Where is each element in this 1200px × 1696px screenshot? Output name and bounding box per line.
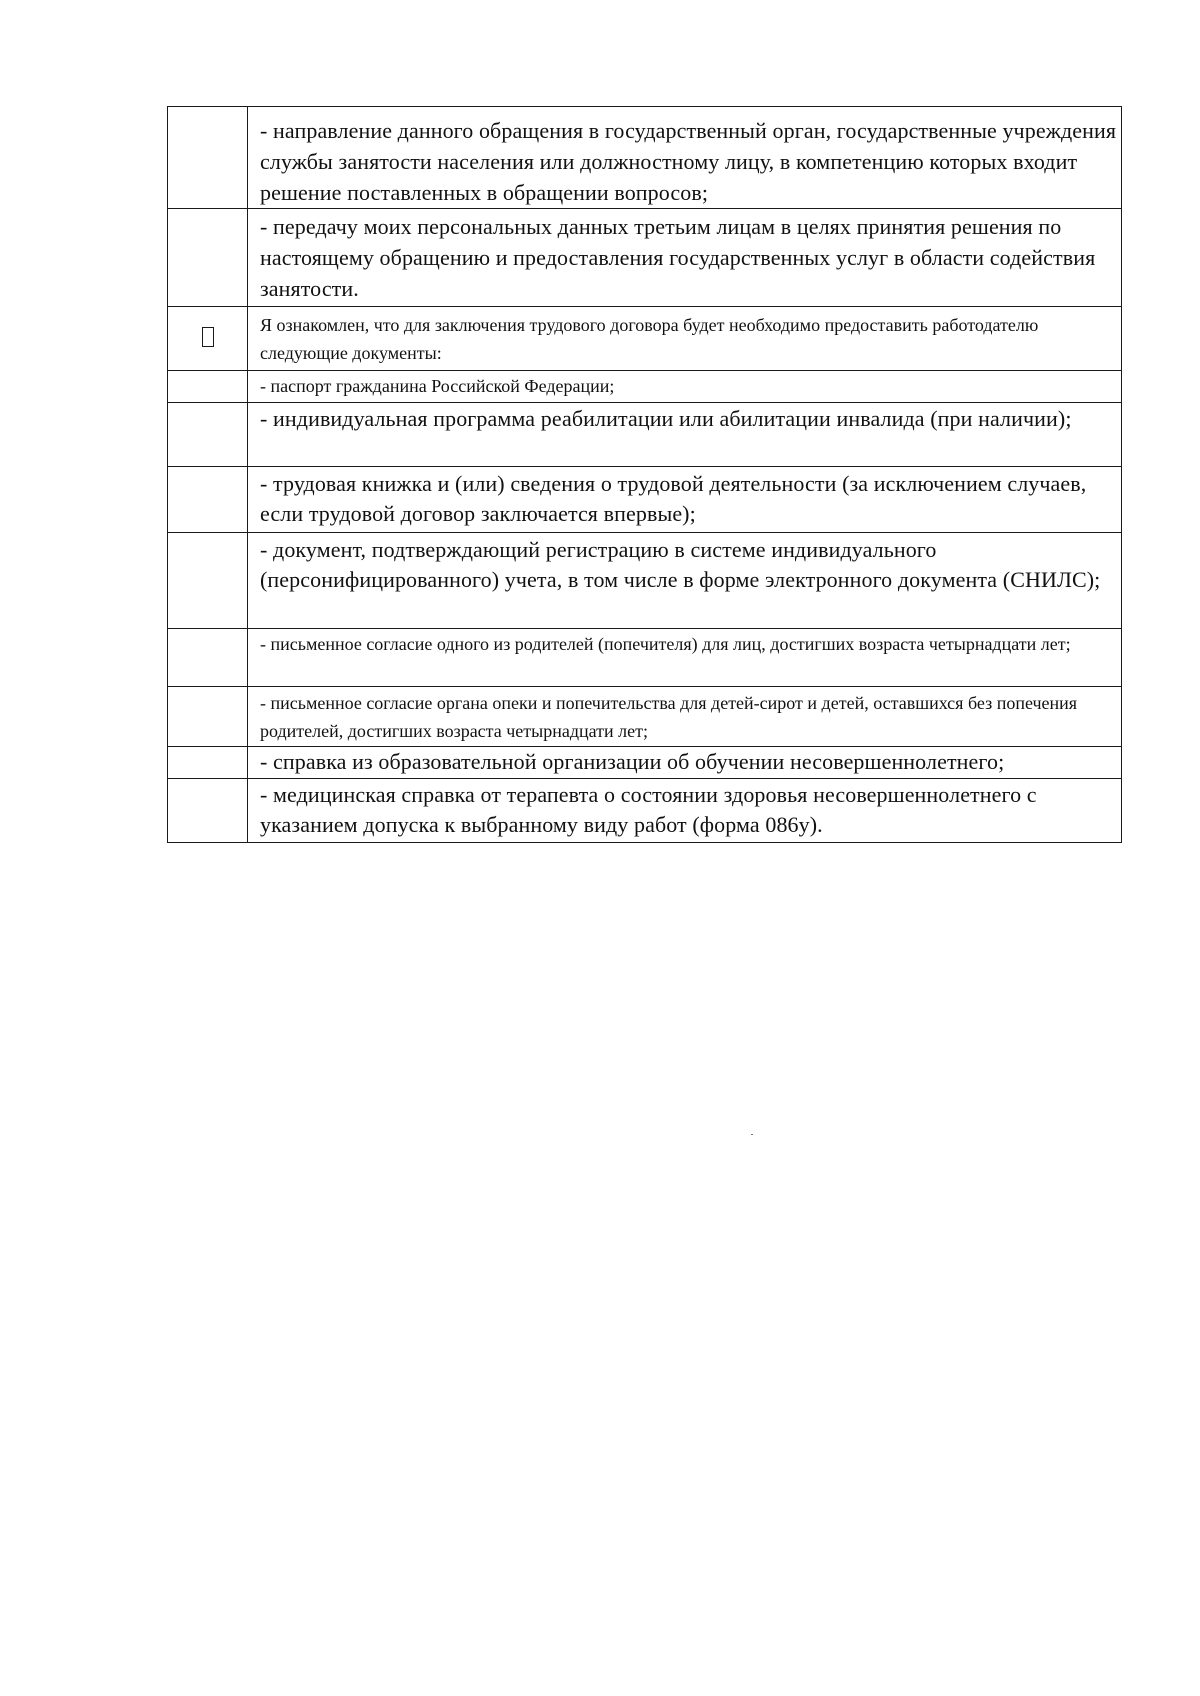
text-cell (248, 307, 1122, 371)
table-row (168, 209, 1122, 307)
table-row (168, 107, 1122, 209)
text-cell (248, 209, 1122, 307)
text-cell (248, 533, 1122, 629)
mark-cell (168, 533, 248, 629)
text-cell (248, 747, 1122, 779)
table-row (168, 533, 1122, 629)
row-text: - трудовая книжка и (или) сведения о трудовой деятельности (за исключением случаев, если трудовой договор заключается впервые); (260, 471, 1087, 526)
text-cell (248, 467, 1122, 533)
row-text: Я ознакомлен, что для заключения трудового договора будет необходимо предоставить работодателю следующие документы: (260, 315, 1039, 363)
table-row (168, 747, 1122, 779)
text-cell (248, 629, 1122, 687)
text-cell (248, 687, 1122, 747)
table-row (168, 779, 1122, 843)
mark-cell (168, 629, 248, 687)
consent-documents-table (167, 106, 1122, 843)
scan-speck (751, 1134, 753, 1135)
table-row (168, 687, 1122, 747)
text-cell (248, 371, 1122, 403)
row-text: - письменное согласие органа опеки и попечительства для детей-сирот и детей, оставшихся без попечения родителей, достигших возраста четырнадцати лет; (260, 693, 1078, 741)
mark-cell (168, 687, 248, 747)
row-text: - справка из образовательной организации об обучении несовершеннолетнего; (260, 749, 1005, 774)
mark-cell (168, 371, 248, 403)
text-cell (248, 107, 1122, 209)
row-text: - направление данного обращения в государственный орган, государственные учреждения службы занятости населения или должностному лицу, в компетенцию которых входит решение поставленных в обращении вопросов; (260, 118, 1117, 205)
text-cell (248, 403, 1122, 467)
mark-cell (168, 747, 248, 779)
table-row (168, 307, 1122, 371)
mark-cell (168, 209, 248, 307)
table-row (168, 371, 1122, 403)
mark-cell (168, 107, 248, 209)
mark-cell (168, 467, 248, 533)
row-text: - медицинская справка от терапевта о состоянии здоровья несовершеннолетнего с указанием допуска к выбранному виду работ (форма 086у). (260, 782, 1037, 837)
mark-cell (168, 779, 248, 843)
table-row (168, 467, 1122, 533)
mark-cell (168, 403, 248, 467)
mark-cell (168, 307, 248, 371)
row-text: - письменное согласие одного из родителей (попечителя) для лиц, достигших возраста четырнадцати лет; (260, 634, 1071, 654)
table-row (168, 629, 1122, 687)
row-text: - индивидуальная программа реабилитации или абилитации инвалида (при наличии); (260, 406, 1072, 431)
row-text: - паспорт гражданина Российской Федерации; (260, 376, 615, 396)
row-text: - передачу моих персональных данных третьим лицам в целях принятия решения по настоящему обращению и предоставления государственных услуг в области содействия занятости. (260, 214, 1096, 301)
checkbox-icon[interactable] (202, 327, 214, 347)
row-text: - документ, подтверждающий регистрацию в системе индивидуального (персонифицированного) учета, в том числе в форме электронного документа (СНИЛС); (260, 537, 1101, 592)
text-cell (248, 779, 1122, 843)
table-row (168, 403, 1122, 467)
